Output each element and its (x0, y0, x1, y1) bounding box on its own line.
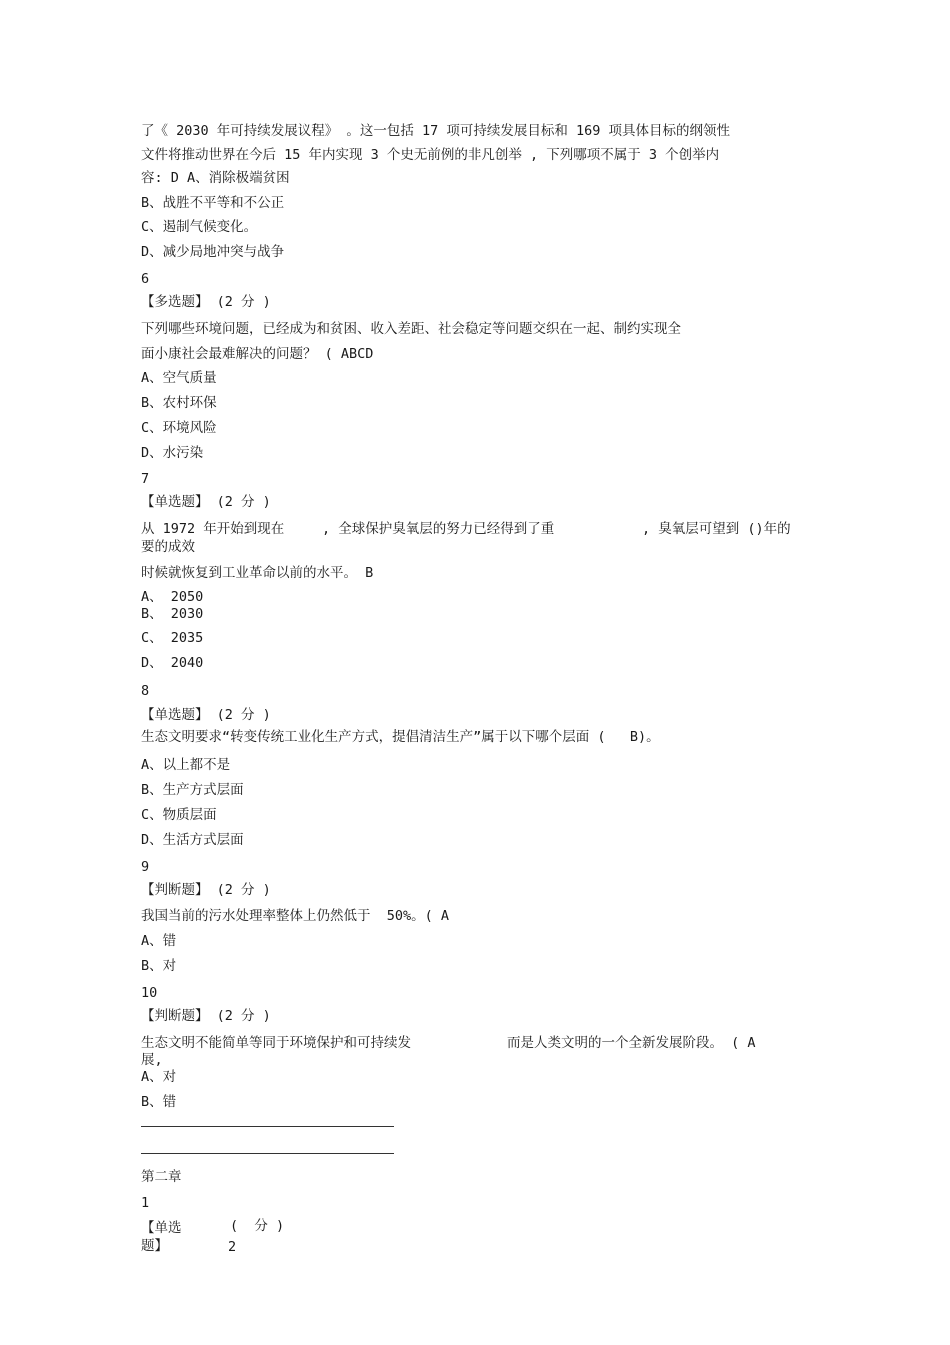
question-type: 【单选题】 (2 分 ) (141, 494, 271, 510)
option-d: D、 2040 (141, 655, 204, 671)
chapter-title: 第二章 (141, 1169, 182, 1185)
divider (141, 1126, 394, 1127)
option-d: D、水污染 (141, 445, 204, 461)
question-number: 7 (141, 471, 150, 487)
question-number: 8 (141, 683, 150, 699)
option-d: D、减少局地冲突与战争 (141, 244, 285, 260)
question-number: 9 (141, 859, 150, 875)
question-number: 6 (141, 271, 150, 287)
option-d: D、生活方式层面 (141, 832, 244, 848)
option-a: A、对 (141, 1069, 177, 1085)
option-c: C、 2035 (141, 630, 204, 646)
question-text-segment: 而是人类文明的一个全新发展阶段。 ( A (507, 1035, 756, 1051)
option-a: A、错 (141, 933, 177, 949)
option-c: C、物质层面 (141, 807, 217, 823)
option-a: A、空气质量 (141, 370, 217, 386)
option-b: B、 2030 (141, 606, 204, 622)
question-text: 下列哪些环境问题，已经成为和贫困、收入差距、社会稳定等问题交织在一起、制约实现全 (141, 321, 681, 337)
question-score: ( 分 ) (230, 1218, 285, 1234)
question-text: 我国当前的污水处理率整体上仍然低于 50%。( A (141, 908, 450, 924)
option-c: C、环境风险 (141, 420, 217, 436)
option-b: B、对 (141, 958, 177, 974)
option-b: B、生产方式层面 (141, 782, 244, 798)
option-a: A、 2050 (141, 589, 204, 605)
question-text-segment: 展, (141, 1052, 163, 1068)
option-b: B、战胜不平等和不公正 (141, 195, 285, 211)
question-text-segment: , 全球保护臭氧层的努力已经得到了重 (322, 521, 555, 537)
question-text-segment: 要的成效 (141, 539, 195, 555)
question-type: 【判断题】 (2 分 ) (141, 882, 271, 898)
option-a: A、以上都不是 (141, 757, 231, 773)
intro-line-1: 了《 2030 年可持续发展议程》 。这一包括 17 项可持续发展目标和 169 项具体目标的纲领性 (141, 123, 731, 139)
question-score-value: 2 (228, 1239, 237, 1255)
question-type: 【判断题】 (2 分 ) (141, 1008, 271, 1024)
question-text-segment: , 臭氧层可望到 ()年的 (642, 521, 791, 537)
divider (141, 1153, 394, 1154)
question-type: 题】 (141, 1238, 168, 1254)
question-text: 生态文明要求“转变传统工业化生产方式，提倡清洁生产”属于以下哪个层面 ( B)。 (141, 729, 660, 745)
option-c: C、遏制气候变化。 (141, 219, 258, 235)
question-text-segment: 从 1972 年开始到现在 (141, 521, 285, 537)
intro-line-2: 文件将推动世界在今后 15 年内实现 3 个史无前例的非凡创举 , 下列哪项不属于 3 个创举内 (141, 147, 720, 163)
intro-line-3: 容: D A、消除极端贫困 (141, 170, 290, 186)
question-type: 【单选题】 (2 分 ) (141, 707, 271, 723)
question-number: 10 (141, 985, 158, 1001)
question-type: 【单选 (141, 1220, 182, 1236)
question-text: 时候就恢复到工业革命以前的水平。 B (141, 565, 374, 581)
option-b: B、农村环保 (141, 395, 217, 411)
question-type: 【多选题】 (2 分 ) (141, 294, 271, 310)
question-number: 1 (141, 1195, 150, 1211)
question-text: 面小康社会最难解决的问题？ ( ABCD (141, 346, 374, 362)
question-text-segment: 生态文明不能简单等同于环境保护和可持续发 (141, 1035, 411, 1051)
option-b: B、错 (141, 1094, 177, 1110)
